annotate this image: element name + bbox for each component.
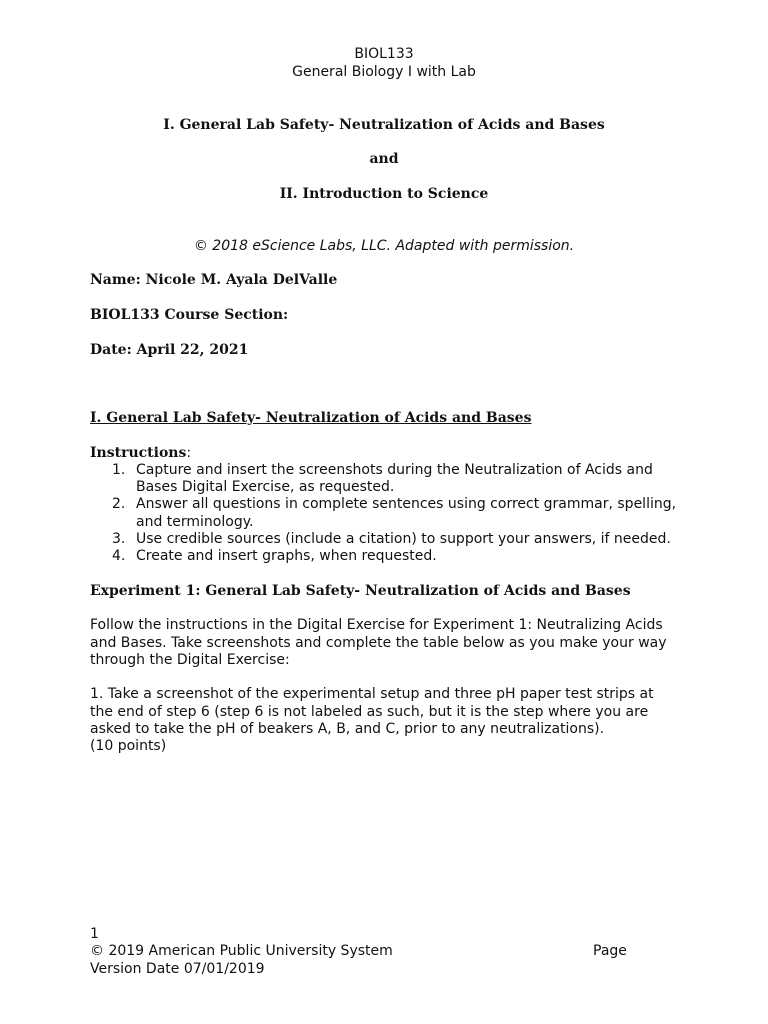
course-name: General Biology I with Lab bbox=[292, 64, 476, 80]
list-item-number: 2. bbox=[112, 496, 126, 512]
list-item-text: and terminology. bbox=[136, 514, 254, 530]
list-item-number: 4. bbox=[112, 548, 126, 564]
list-item-number: 3. bbox=[112, 531, 126, 547]
instructions-label: Instructions bbox=[90, 445, 187, 461]
list-item-text: Use credible sources (include a citation) to support your answers, if needed. bbox=[136, 531, 671, 547]
section1-heading: I. General Lab Safety- Neutralization of Acids and Bases bbox=[90, 410, 532, 426]
name-field: Name: Nicole M. Ayala DelValle bbox=[90, 272, 338, 288]
question1-points: (10 points) bbox=[90, 738, 167, 754]
footer-page-number: 1 bbox=[90, 926, 99, 942]
instructions-colon: : bbox=[186, 445, 192, 461]
list-item-text: Capture and insert the screenshots during the Neutralization of Acids and bbox=[136, 462, 653, 478]
list-item-text: Bases Digital Exercise, as requested. bbox=[136, 479, 395, 495]
list-item-number: 1. bbox=[112, 462, 126, 478]
date-field: Date: April 22, 2021 bbox=[90, 342, 249, 358]
question1-line: 1. Take a screenshot of the experimental setup and three pH paper test strips at bbox=[90, 686, 654, 702]
experiment1-intro-line: and Bases. Take screenshots and complete the table below as you make your way bbox=[90, 635, 667, 651]
title-part1: I. General Lab Safety- Neutralization of Acids and Bases bbox=[163, 117, 605, 133]
course-section-field: BIOL133 Course Section: bbox=[90, 307, 289, 323]
title-and: and bbox=[369, 151, 399, 167]
list-item-text: Answer all questions in complete sentences using correct grammar, spelling, bbox=[136, 496, 677, 512]
instructions-label-line bbox=[90, 445, 191, 462]
question1-line: the end of step 6 (step 6 is not labeled as such, but it is the step where you are bbox=[90, 704, 649, 720]
footer-copyright: © 2019 American Public University System bbox=[90, 943, 393, 959]
copyright-escience: © 2018 eScience Labs, LLC. Adapted with permission. bbox=[193, 238, 575, 254]
experiment1-intro-line: through the Digital Exercise: bbox=[90, 652, 290, 668]
title-part2: II. Introduction to Science bbox=[279, 186, 489, 202]
experiment1-intro-line: Follow the instructions in the Digital Exercise for Experiment 1: Neutralizing Acids bbox=[90, 617, 663, 633]
question1-line: asked to take the pH of beakers A, B, and C, prior to any neutralizations). bbox=[90, 721, 605, 737]
course-code: BIOL133 bbox=[354, 46, 414, 62]
list-item-text: Create and insert graphs, when requested. bbox=[136, 548, 437, 564]
footer-version-date: Version Date 07/01/2019 bbox=[90, 961, 265, 977]
experiment1-heading: Experiment 1: General Lab Safety- Neutralization of Acids and Bases bbox=[90, 583, 631, 599]
footer-page-label: Page bbox=[593, 943, 627, 959]
